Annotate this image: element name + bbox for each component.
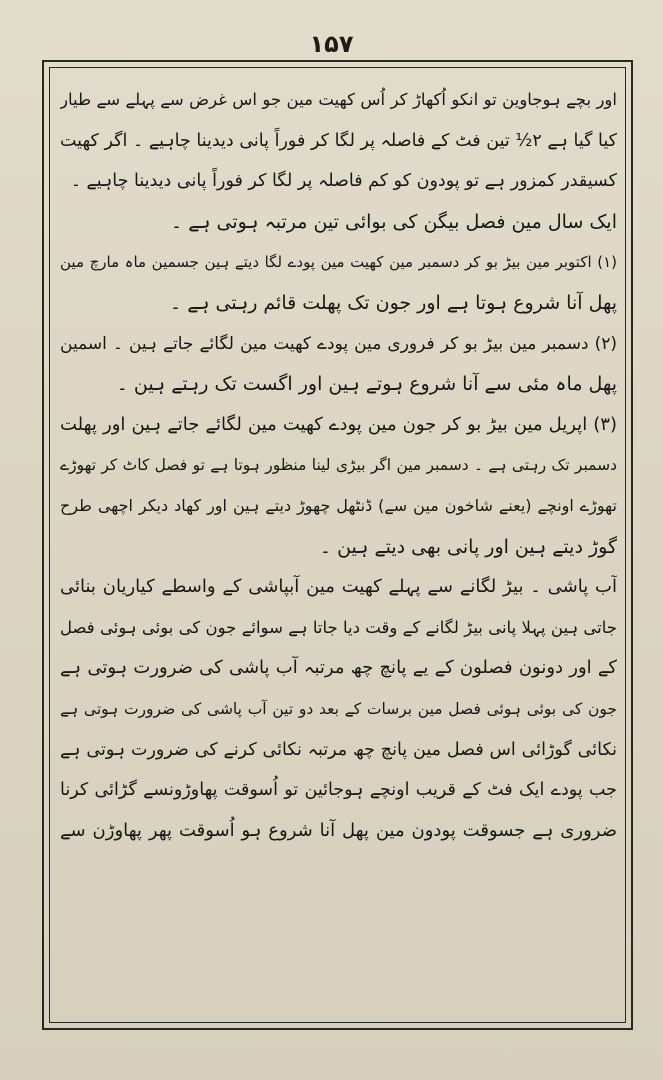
text-line: دسمبر تک رہتی ہے ۔ دسمبر مین اگر بیڑی لینا منظور ہوتا ہے تو فصل کاٹ کر تھوڑے bbox=[60, 456, 617, 475]
text-line: پھل ماہ مئی سے آنا شروع ہوتے ہین اور اگست تک رہتے ہین ۔ bbox=[116, 373, 617, 396]
text-line: (۳) اپریل مین بیڑ بو کر جون مین پودے کھیت مین لگائے جاتے ہین اور پھلت bbox=[60, 413, 617, 435]
text-line: اور بچے ہوجاوین تو انکو اُکھاڑ کر اُس کھیت مین جو اس غرض سے پہلے سے طیار bbox=[60, 90, 617, 109]
page-number: ۱۵۷ bbox=[309, 30, 354, 58]
text-line: تھوڑے اونچے (یعنے شاخون مین سے) ڈنٹھل چھوڑ دیتے ہین اور کھاد دیکر اچھی طرح bbox=[60, 495, 617, 515]
text-line: (۱) اکتوبر مین بیڑ بو کر دسمبر مین کھیت مین پودے لگا دیتے ہین جسمین ماہ مارچ مین bbox=[60, 253, 617, 272]
text-line: (۲) دسمبر مین بیڑ بو کر فروری مین پودے کھیت مین لگائے جاتے ہین ۔ اسمین bbox=[60, 333, 617, 354]
text-line: ایک سال مین فصل بیگن کی بوائی تین مرتبہ ہوتی ہے ۔ bbox=[171, 210, 617, 233]
text-line: کیا گیا ہے ۲½ تین فٹ کے فاصلہ پر لگا کر فوراً پانی دیدینا چاہیے ۔ اگر کھیت bbox=[60, 130, 617, 151]
text-line: نکائی گوڑائی اس فصل مین پانچ چھ مرتبہ نکائی کرنے کی ضرورت ہوتی ہے bbox=[60, 739, 617, 760]
text-line: پھل آنا شروع ہوتا ہے اور جون تک پھلت قائم رہتی ہے ۔ bbox=[170, 291, 617, 314]
text-line: گوڑ دیتے ہین اور پانی بھی دیتے ہین ۔ bbox=[319, 535, 617, 558]
urdu-text-body bbox=[60, 80, 617, 1015]
text-line: ضروری ہے جسوقت پودون مین پھل آنا شروع ہو اُسوقت پھر پھاوڑن سے bbox=[60, 819, 617, 841]
text-line: جاتی ہین پہلا پانی بیڑ لگانے کے وقت دیا جاتا ہے سوائے جون کی بوئی ہوئی فصل bbox=[60, 617, 617, 637]
text-line: جون کی بوئی ہوئی فصل مین برسات کے بعد دو تین آب پاشی کی ضرورت ہوتی ہے bbox=[60, 699, 617, 718]
text-line: کسیقدر کمزور ہے تو پودون کو کم فاصلہ پر لگا کر فوراً پانی دیدینا چاہیے ۔ bbox=[70, 171, 617, 192]
text-line: جب پودے ایک فٹ کے قریب اونچے ہوجائین تو اُسوقت پھاوڑونسے گڑائی کرنا bbox=[60, 780, 617, 801]
text-line: کے اور دونون فصلون کے یے پانچ چھ مرتبہ آب پاشی کی ضرورت ہوتی ہے bbox=[60, 657, 617, 679]
text-line: آب پاشی ۔ بیڑ لگانے سے پہلے کھیت مین آبپاشی کے واسطے کیاریان بنائی bbox=[60, 576, 617, 598]
